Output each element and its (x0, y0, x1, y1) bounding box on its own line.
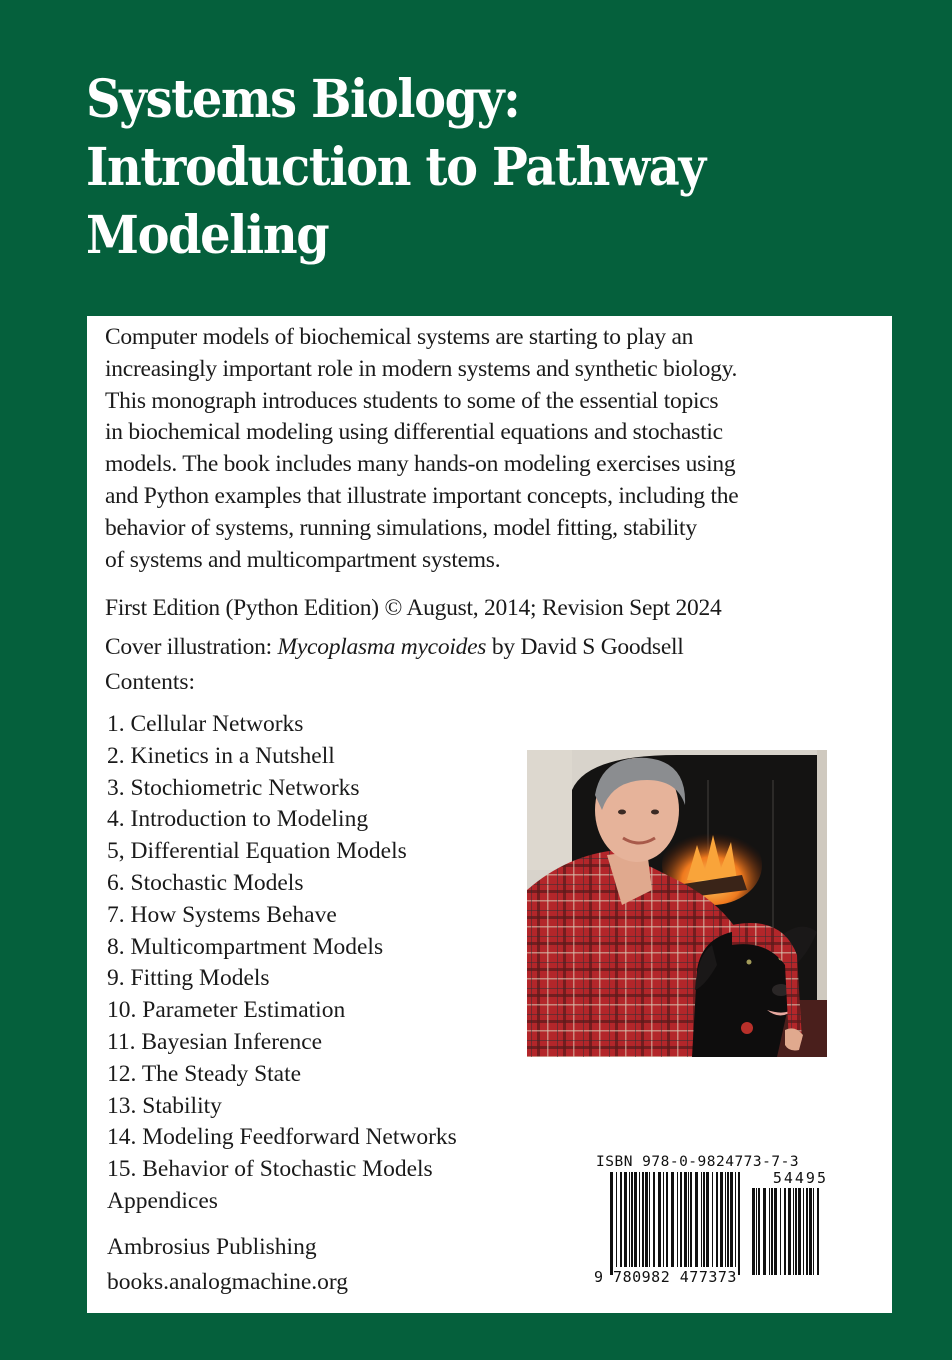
title-line: Introduction to Pathway (86, 137, 705, 198)
barcode-bar (701, 1172, 702, 1267)
toc-item: 12. The Steady State (107, 1060, 302, 1087)
barcode-bar (677, 1172, 678, 1267)
barcode-bar (735, 1172, 736, 1267)
toc-item: 4. Introduction to Modeling (107, 806, 369, 833)
barcode-bar (738, 1172, 740, 1275)
barcode-bar (793, 1188, 794, 1275)
toc-item: 1. Cellular Networks (107, 711, 304, 737)
description-line: This monograph introduces students to some of the essential topics (105, 387, 719, 414)
barcode-bar (610, 1172, 613, 1275)
toc-item: Appendices (107, 1187, 218, 1214)
barcode-bar (712, 1172, 713, 1267)
barcode-bar (798, 1188, 801, 1275)
description-line: of systems and multicompartment systems. (105, 546, 501, 573)
barcode-bar (688, 1172, 689, 1267)
contents-heading: Contents: (105, 669, 196, 695)
barcode-bar (645, 1172, 648, 1267)
barcode-bar (629, 1172, 630, 1267)
barcode-bar (631, 1172, 633, 1267)
barcode-bar (649, 1172, 650, 1267)
barcode-bar (620, 1172, 622, 1267)
barcode-bar (763, 1188, 766, 1275)
toc-item: 3. Stochiometric Networks (107, 774, 360, 801)
cover-illustration-credit (105, 634, 684, 661)
publisher-name: Ambrosius Publishing (107, 1234, 317, 1260)
barcode-bar (684, 1172, 687, 1267)
barcode-bar (680, 1172, 682, 1267)
title-line: Systems Biology: (86, 69, 520, 130)
isbn-barcode (592, 1152, 832, 1292)
barcode-bar (771, 1188, 773, 1275)
barcode-bar (758, 1188, 760, 1275)
barcode-bar (780, 1188, 781, 1275)
toc-item: 14. Modeling Feedforward Networks (107, 1124, 457, 1151)
barcode-addon-number: 54495 (772, 1169, 828, 1187)
barcode-bar (756, 1188, 757, 1275)
toc-item: 10. Parameter Estimation (107, 997, 346, 1024)
barcode-bar (727, 1172, 729, 1267)
barcode-bar (663, 1172, 664, 1267)
barcode-bar (703, 1172, 705, 1267)
barcode-bar (725, 1172, 726, 1267)
barcode-bar (716, 1172, 718, 1267)
author-photo (527, 750, 827, 1057)
barcode-bar (817, 1188, 819, 1275)
table-of-contents (107, 709, 457, 1218)
barcode-bar (795, 1188, 797, 1275)
barcode-bar (624, 1172, 627, 1267)
toc-item: 15. Behavior of Stochastic Models (107, 1156, 433, 1183)
barcode-bar (671, 1172, 674, 1267)
description-line: in biochemical modeling using differential equations and stochastic (105, 419, 723, 446)
toc-item: 2. Kinetics in a Nutshell (107, 742, 335, 769)
barcode-bar (788, 1188, 791, 1275)
author-photo-illustration (527, 750, 827, 1057)
barcode-bar (695, 1172, 698, 1267)
title-line: Modeling (86, 205, 329, 266)
toc-item: 5, Differential Equation Models (107, 838, 407, 865)
ean-digits: 9 780982 477373 (594, 1268, 737, 1286)
book-title (86, 66, 822, 270)
barcode-bar (730, 1172, 733, 1267)
description-line: behavior of systems, running simulations, model fitting, stability (105, 514, 697, 541)
barcode-bar (774, 1188, 777, 1275)
edition-info: First Edition (Python Edition) © August, 2014; Revision Sept 2024 (105, 595, 722, 621)
barcode-bar (784, 1188, 786, 1275)
description-line: Computer models of biochemical systems are starting to play an (105, 324, 694, 350)
description-line: models. The book includes many hands-on modeling exercises using (105, 451, 736, 478)
toc-item: 13. Stability (107, 1092, 222, 1119)
barcode-bar (658, 1172, 661, 1267)
barcode-bar (639, 1172, 640, 1267)
toc-item: 8. Multicompartment Models (107, 933, 384, 960)
barcode-bar (666, 1172, 668, 1267)
barcode-bar (806, 1188, 808, 1275)
barcode-bar (642, 1172, 644, 1267)
barcode-bar (809, 1188, 812, 1275)
publisher-website: books.analogmachine.org (107, 1269, 349, 1295)
barcode-bar (720, 1172, 723, 1267)
toc-item: 6. Stochastic Models (107, 869, 304, 896)
barcode-bar (706, 1172, 709, 1267)
toc-item: 11. Bayesian Inference (107, 1028, 323, 1055)
barcode-bar (752, 1188, 755, 1275)
book-description (105, 322, 895, 576)
description-line: increasingly important role in modern systems and synthetic biology. (105, 355, 738, 382)
barcode-bar (769, 1188, 770, 1275)
toc-item: 7. How Systems Behave (107, 901, 337, 928)
description-line: and Python examples that illustrate important concepts, including the (105, 482, 739, 509)
toc-item: 9. Fitting Models (107, 965, 270, 992)
barcode-bar (653, 1172, 655, 1267)
barcode-bar (803, 1188, 804, 1275)
cover-artist: by David S Goodsell (486, 634, 684, 660)
cover-species: Mycoplasma mycoides (277, 634, 487, 660)
barcode-bar (616, 1172, 617, 1267)
barcode-bar (690, 1172, 692, 1267)
isbn-number: ISBN 978-0-9824773-7-3 (596, 1154, 800, 1170)
barcode-bar (634, 1172, 637, 1267)
back-cover-panel (87, 316, 892, 1313)
cover-label: Cover illustration: (105, 634, 278, 660)
barcode-bar (813, 1188, 814, 1275)
